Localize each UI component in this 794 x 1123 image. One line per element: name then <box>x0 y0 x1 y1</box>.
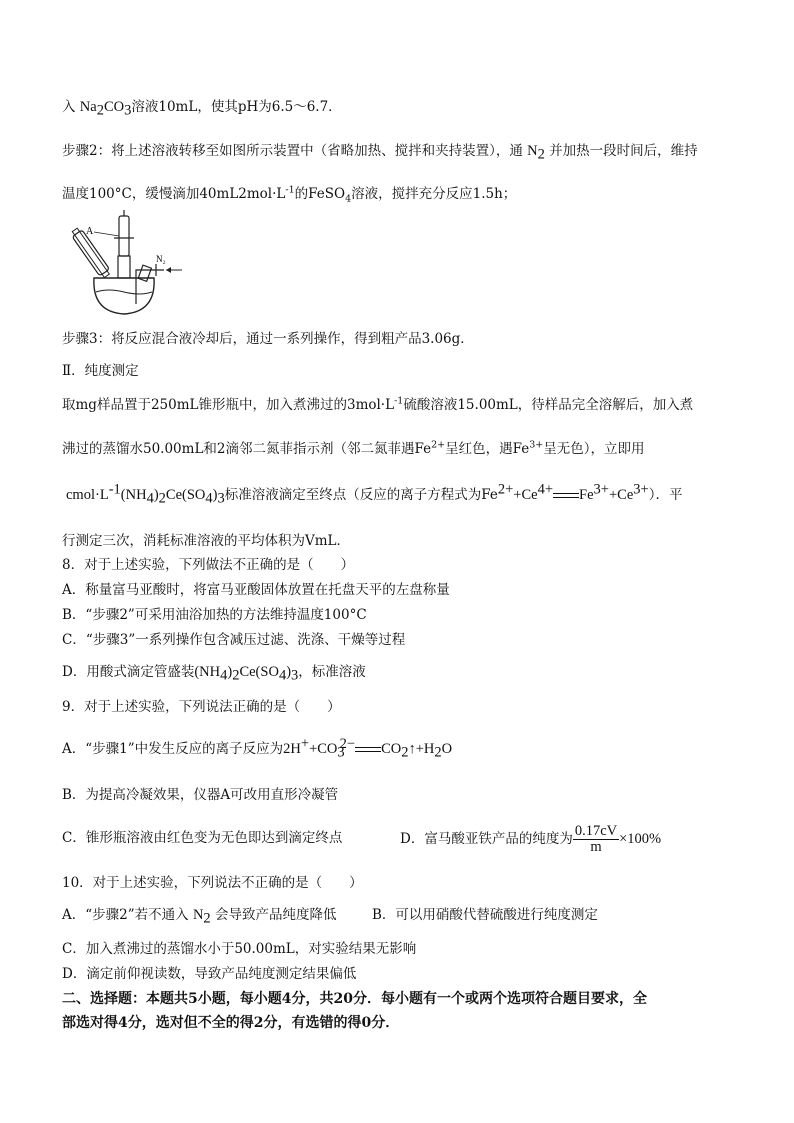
q8-option-d: D．用酸式滴定管盛装$(NH_4)_2Ce(SO_4)_3$，标准溶液 <box>62 664 366 684</box>
text-line-1: 入 $Na_2CO_3$溶液10mL，使其pH为6.5～6.7． <box>62 99 342 119</box>
q9-option-a: A．“步骤1”中发生反应的离子反应为$2H^++CO_3^{2-}$ $CO_2↑+H_2O$ <box>62 735 453 761</box>
apparatus-label-a: A <box>86 226 94 237</box>
section-heading: 二、选择题：本题共5小题，每小题4分，共20分．每小题有一个或两个选项符合题目要求，全 <box>62 991 647 1007</box>
question-10: 10．对于上述实验，下列说法不正确的是（ ） <box>62 875 363 891</box>
text-line-8: $cmol\cdot L^{-1}(NH_4)_2Ce(SO_4)_3$标准溶液滴定至终点（反应的离子方程式为$Fe^{2+}+Ce^{4+}$ $Fe^{3+}+Ce^{3+}$）．平 <box>66 481 683 507</box>
dropping-funnel <box>119 216 129 256</box>
center-neck <box>118 256 130 278</box>
equals-arrow <box>553 491 579 501</box>
question-9: 9．对于上述实验，下列说法正确的是（ ） <box>62 699 341 715</box>
text-line-step2: 步骤2：将上述溶液转移至如图所示装置中（省略加热、搅拌和夹持装置），通 $N_2$ 并加热一段时间后，维持 <box>62 143 698 163</box>
apparatus-diagram <box>64 208 184 320</box>
flask-liquid <box>96 290 152 294</box>
purity-fraction: $\frac{0.17cV}{m}$ <box>574 823 618 855</box>
q10-option-a: A．“步骤2”若不通入 $N_2$ 会导致产品纯度降低 <box>62 907 337 927</box>
q9-option-b: B．为提高冷凝效果，仪器A可改用直形冷凝管 <box>62 787 339 803</box>
right-neck <box>138 265 151 281</box>
apparatus-label-n2: N₂ <box>156 254 166 264</box>
q8-option-b: B．“步骤2”可采用油浴加热的方法维持温度100°C <box>62 607 367 623</box>
q8-option-a: A．称量富马亚酸时，将富马亚酸固体放置在托盘天平的左盘称量 <box>62 582 450 598</box>
equals-arrow <box>355 745 381 755</box>
text-line-step3: 步骤3：将反应混合液冷却后，通过一系列操作，得到粗产品3.06g． <box>62 331 474 347</box>
q10-option-b: B．可以用硝酸代替硫酸进行纯度测定 <box>372 907 598 923</box>
q8-option-c: C．“步骤3”一系列操作包含减压过滤、洗涤、干燥等过程 <box>62 632 406 648</box>
text-line-3: 温度100°C，缓慢滴加$40mL2mol\cdot L^{-1}$的FeSO$_4$溶液，搅拌充分反应1.5h； <box>62 184 517 205</box>
q10-option-c: C．加入煮沸过的蒸馏水小于50.00mL，对实验结果无影响 <box>62 941 417 957</box>
text-line-6: 取mg样品置于250mL锥形瓶中，加入煮沸过的$3mol\cdot L^{-1}$硫酸溶液15.00mL，待样品完全溶解后，加入煮 <box>62 395 694 413</box>
subsection-title: Ⅱ．纯度测定 <box>62 363 139 379</box>
text-line-7: 沸过的蒸馏水50.00mL和2滴邻二氮菲指示剂（邻二氮菲遇$Fe^{2+}$呈红色，遇$Fe^{3+}$呈无色），立即用 <box>62 439 645 457</box>
q10-option-d: D．滴定前仰视读数，导致产品纯度测定结果偏低 <box>62 966 357 982</box>
q9-option-d: D．富马酸亚铁产品的纯度为 $\frac{0.17cV}{m}$ ×100% <box>400 823 662 855</box>
text-line-9: 行测定三次，消耗标准溶液的平均体积为VmL． <box>62 533 351 549</box>
q9-option-c: C．锥形瓶溶液由红色变为无色即达到滴定终点 <box>62 830 343 846</box>
question-8: 8．对于上述实验，下列做法不正确的是（ ） <box>62 557 355 573</box>
flask-body <box>94 278 154 314</box>
section-heading-cont: 部选对得4分，选对但不全的得2分，有选错的得0分． <box>62 1015 400 1031</box>
